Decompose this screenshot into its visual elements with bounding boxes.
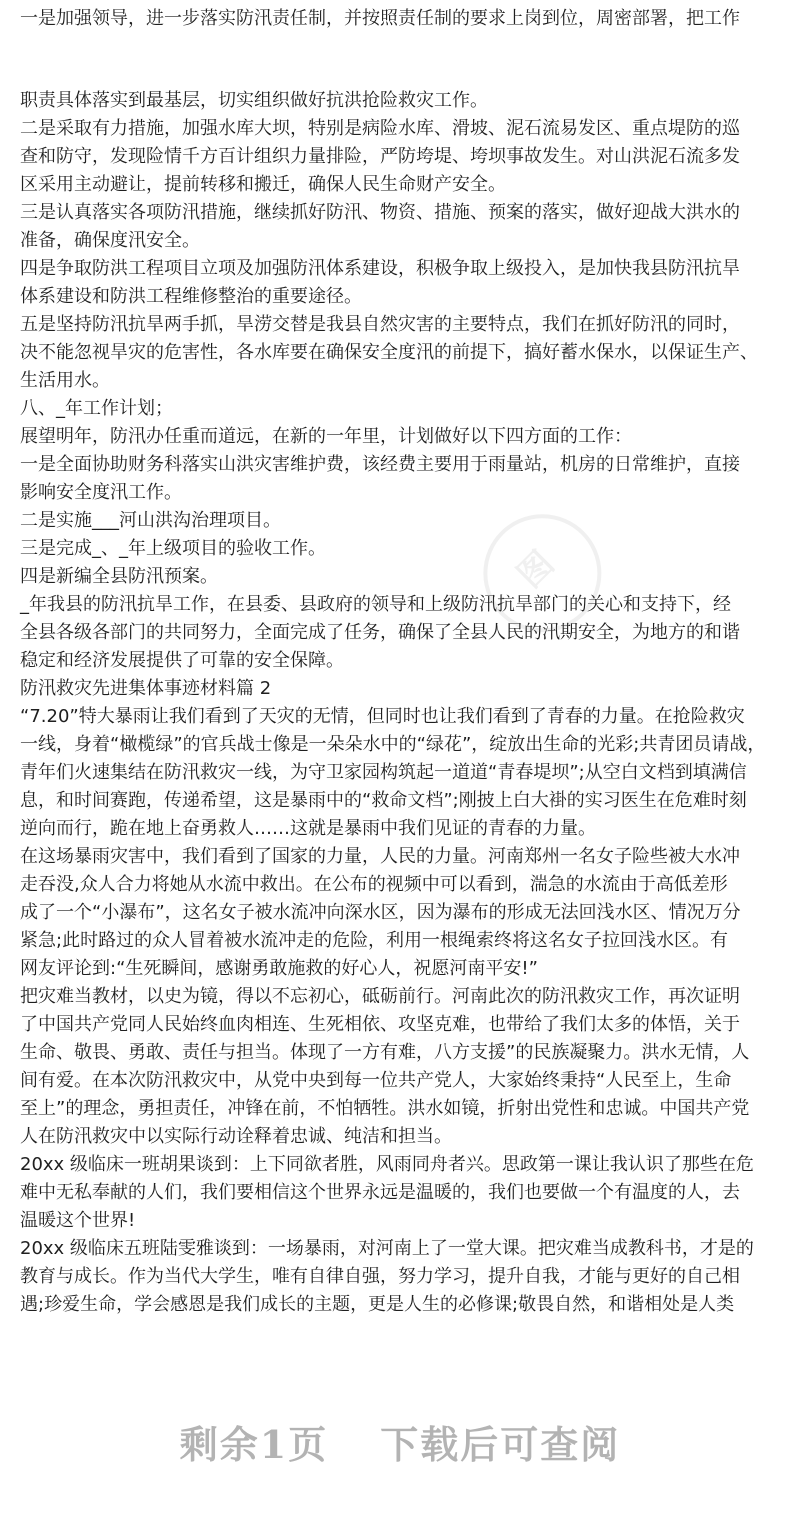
text-line: 查和防守，发现险情千方百计组织力量排险，严防垮堤、垮坝事故发生。对山洪泥石流多发 xyxy=(20,146,740,167)
text-line: 了中国共产党同人民始终血肉相连、生死相依、攻坚克难，也带给了我们太多的体悟，关于 xyxy=(20,1014,740,1035)
text-line: _年我县的防汛抗旱工作，在县委、县政府的领导和上级防汛抗旱部门的关心和支持下，经 xyxy=(20,594,731,615)
text-line: 20xx 级临床五班陆雯雅谈到：一场暴雨，对河南上了一堂大课。把灾难当成教科书，才是的 xyxy=(20,1238,754,1259)
text-line: 紧急;此时路过的众人冒着被水流冲走的危险，利用一根绳索终将这名女子拉回浅水区。有 xyxy=(20,930,729,951)
text-line: 走吞没,众人合力将她从水流中救出。在公布的视频中可以看到，湍急的水流由于高低差形 xyxy=(20,874,728,895)
text-line: 息，和时间赛跑，传递希望，这是暴雨中的“救命文档”;刚披上白大褂的实习医生在危难时刻 xyxy=(20,790,747,811)
text-line: 体系建设和防洪工程维修整治的重要途径。 xyxy=(20,286,362,307)
watermark-mark: 图 xyxy=(509,543,563,596)
text-line: 一线，身着“橄榄绿”的官兵战士像是一朵朵水中的“绿花”，绽放出生命的光彩;共青团员请战， xyxy=(20,734,766,755)
text-line: “7.20”特大暴雨让我们看到了天灾的无情，但同时也让我们看到了青春的力量。在抢险救灾 xyxy=(20,706,745,727)
remaining-pages-label[interactable]: 剩余1页 xyxy=(179,1422,329,1467)
text-line: 展望明年，防汛办任重而道远，在新的一年里，计划做好以下四方面的工作： xyxy=(20,426,632,447)
text-line: 二是采取有力措施，加强水库大坝，特别是病险水库、滑坡、泥石流易发区、重点堤防的巡 xyxy=(20,118,740,139)
text-line: 至上”的理念，勇担责任，冲锋在前，不怕牺牲。洪水如镜，折射出党性和忠诚。中国共产党 xyxy=(20,1098,750,1119)
text-line: 区采用主动避让，提前转移和搬迁，确保人民生命财产安全。 xyxy=(20,174,506,195)
text-line: 全县各级各部门的共同努力，全面完成了任务，确保了全县人民的汛期安全，为地方的和谐 xyxy=(20,622,740,643)
text-line: 一是加强领导，进一步落实防汛责任制，并按照责任制的要求上岗到位，周密部署，把工作 xyxy=(20,8,740,29)
text-line: 四是争取防洪工程项目立项及加强防汛体系建设，积极争取上级投入，是加快我县防汛抗旱 xyxy=(20,258,740,279)
text-line: 在这场暴雨灾害中，我们看到了国家的力量，人民的力量。河南郑州一名女子险些被大水冲 xyxy=(20,846,740,867)
download-prompt[interactable] xyxy=(0,1415,800,1475)
section-heading: 防汛救灾先进集体事迹材料篇 2 xyxy=(20,678,272,699)
text-line: 三是完成_、_年上级项目的验收工作。 xyxy=(20,538,326,559)
text-line: 二是实施___河山洪沟治理项目。 xyxy=(20,510,281,531)
text-line: 稳定和经济发展提供了可靠的安全保障。 xyxy=(20,650,344,671)
text-line: 遇;珍爱生命，学会感恩是我们成长的主题，更是人生的必修课;敬畏自然，和谐相处是人类 xyxy=(20,1294,735,1315)
text-line: 五是坚持防汛抗旱两手抓，旱涝交替是我县自然灾害的主要特点，我们在抓好防汛的同时， xyxy=(20,314,740,335)
download-to-view-label[interactable]: 下载后可查阅 xyxy=(380,1422,621,1467)
text-line: 逆向而行，跪在地上奋勇救人……这就是暴雨中我们见证的青春的力量。 xyxy=(20,818,596,839)
text-line: 间有爱。在本次防汛救灾中，从党中央到每一位共产党人，大家始终秉持“人民至上，生命 xyxy=(20,1070,732,1091)
section-heading: 八、_年工作计划； xyxy=(20,398,173,419)
text-line: 20xx 级临床一班胡果谈到：上下同欲者胜，风雨同舟者兴。思政第一课让我认识了那些在危 xyxy=(20,1154,754,1175)
text-line: 一是全面协助财务科落实山洪灾害维护费，该经费主要用于雨量站，机房的日常维护，直接 xyxy=(20,454,740,475)
text-line: 温暖这个世界! xyxy=(20,1210,136,1231)
text-line: 职责具体落实到最基层，切实组织做好抗洪抢险救灾工作。 xyxy=(20,90,488,111)
text-line: 青年们火速集结在防汛救灾一线，为守卫家园构筑起一道道“青春堤坝”;从空白文档到填满信 xyxy=(20,762,747,783)
text-line: 生命、敬畏、勇敢、责任与担当。体现了一方有难，八方支援”的民族凝聚力。洪水无情，人 xyxy=(20,1042,750,1063)
text-line: 四是新编全县防汛预案。 xyxy=(20,566,218,587)
text-line: 影响安全度汛工作。 xyxy=(20,482,182,503)
text-line: 三是认真落实各项防汛措施，继续抓好防汛、物资、措施、预案的落实，做好迎战大洪水的 xyxy=(20,202,740,223)
text-line: 把灾难当教材，以史为镜，得以不忘初心，砥砺前行。河南此次的防汛救灾工作，再次证明 xyxy=(20,986,740,1007)
text-line: 成了一个“小瀑布”，这名女子被水流冲向深水区，因为瀑布的形成无法回浅水区、情况万分 xyxy=(20,902,741,923)
text-line: 决不能忽视旱灾的危害性，各水库要在确保安全度汛的前提下，搞好蓄水保水，以保证生产、 xyxy=(20,342,758,363)
text-line: 生活用水。 xyxy=(20,370,110,391)
text-line: 教育与成长。作为当代大学生，唯有自律自强，努力学习，提升自我，才能与更好的自己相 xyxy=(20,1266,740,1287)
text-line: 网友评论到:“生死瞬间，感谢勇敢施救的好心人，祝愿河南平安!” xyxy=(20,958,538,979)
text-line: 人在防汛救灾中以实际行动诠释着忠诚、纯洁和担当。 xyxy=(20,1126,452,1147)
text-line: 难中无私奉献的人们，我们要相信这个世界永远是温暖的，我们也要做一个有温度的人，去 xyxy=(20,1182,740,1203)
text-line: 准备，确保度汛安全。 xyxy=(20,230,200,251)
